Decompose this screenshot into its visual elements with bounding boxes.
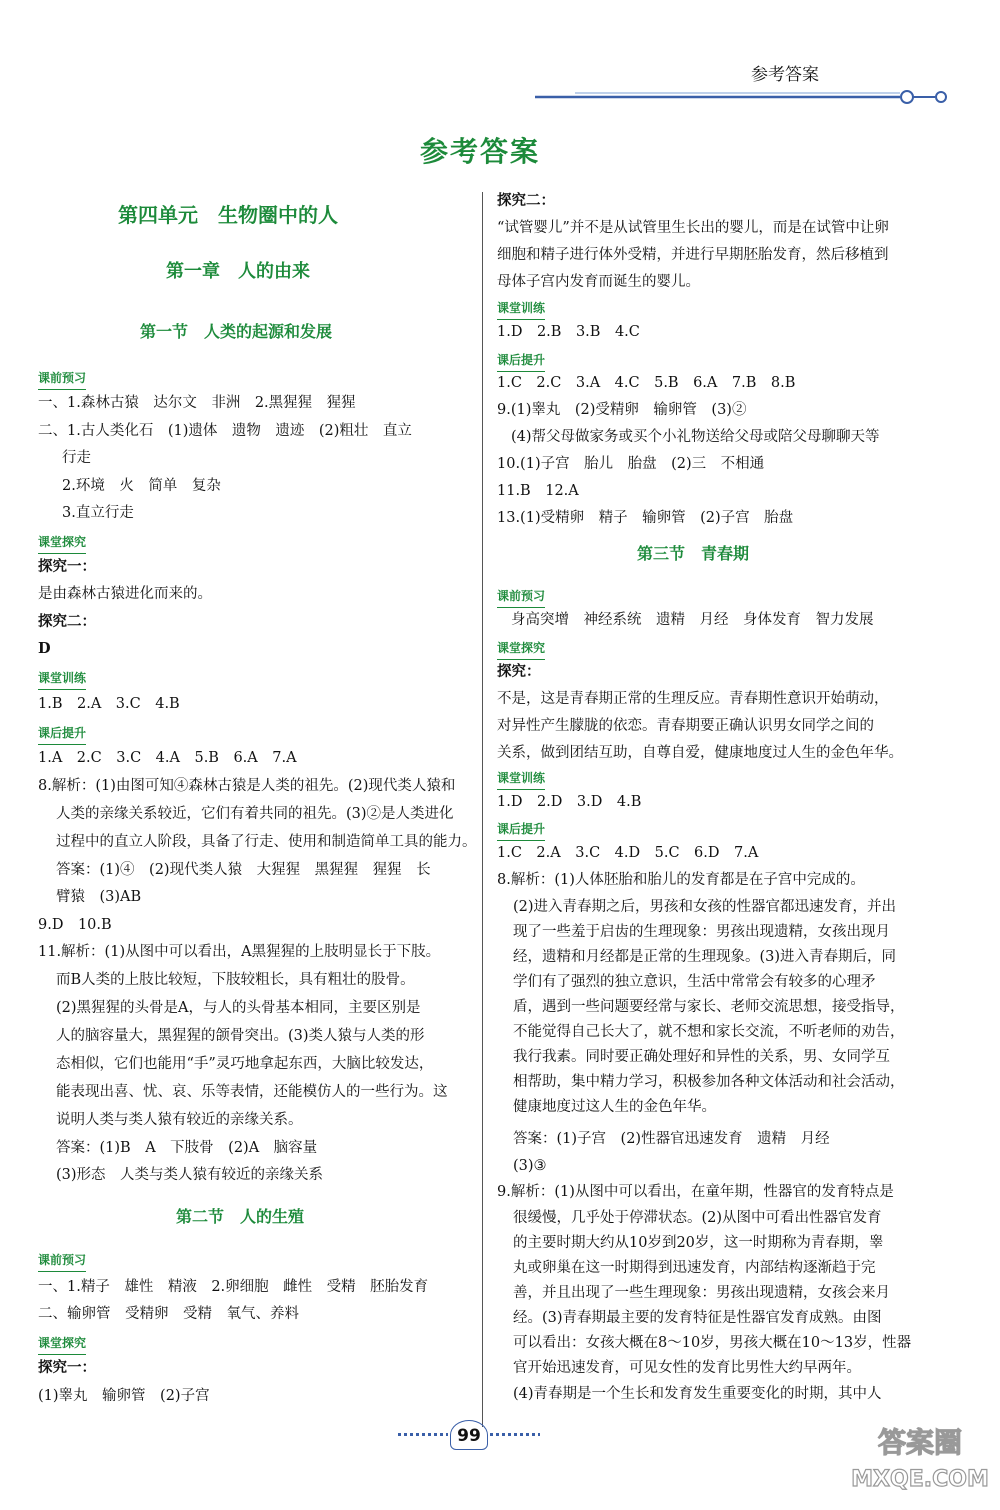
text-line: 探究二：	[38, 613, 96, 630]
text-line: 学们有了强烈的独立意识，生活中常常会有较多的心理矛	[513, 974, 876, 990]
text-line: 1.B 2.A 3.C 4.B	[38, 696, 180, 712]
text-line: 可以看出：女孩大概在8～10岁，男孩大概在10～13岁，性器	[513, 1335, 912, 1351]
text-line: 1.A 2.C 3.C 4.A 5.B 6.A 7.A	[38, 750, 297, 766]
text-line: 10.(1)子宫 胎儿 胎盘 (2)三 不相通	[497, 456, 765, 472]
text-line: 11.解析：(1)从图中可以看出，A黑猩猩的上肢明显长于下肢。	[38, 944, 441, 960]
text-line: 我行我素。同时要正确处理好和异性的关系，男、女同学互	[513, 1049, 890, 1065]
text-line: 3.直立行走	[62, 505, 134, 521]
section-tag: 课堂训练	[497, 298, 545, 320]
text-line: 一、1.精子 雄性 精液 2.卵细胞 雌性 受精 胚胎发育	[38, 1279, 429, 1295]
text-line: 二、1.古人类化石 (1)遗体 遗物 遗迹 (2)粗壮 直立	[38, 423, 412, 439]
header-label: 参考答案	[751, 65, 819, 85]
text-line: 13.(1)受精卵 精子 输卵管 (2)子宫 胎盘	[497, 510, 794, 526]
text-line: 二、输卵管 受精卵 受精 氧气、养料	[38, 1306, 299, 1322]
text-line: (1)睾丸 输卵管 (2)子宫	[38, 1388, 210, 1404]
text-line: 的主要时期大约从10岁到20岁，这一时期称为青春期，睾	[513, 1235, 884, 1251]
text-line: 能表现出喜、忧、哀、乐等表情，还能模仿人的一些行为。这	[56, 1084, 448, 1100]
text-line: 答案：(1)④ (2)现代类人猿 大猩猩 黑猩猩 猩猩 长	[56, 862, 431, 878]
svg-text:MXQE.COM: MXQE.COM	[851, 1467, 989, 1492]
text-line: 不是，这是青春期正常的生理反应。青春期性意识开始萌动，	[497, 691, 889, 707]
text-line: 身高突增 神经系统 遗精 月经 身体发育 智力发展	[511, 612, 874, 628]
text-line: (2)进入青春期之后，男孩和女孩的性器官都迅速发育，并出	[513, 899, 897, 915]
text-line: 善，并且出现了一些生理现象：男孩出现遗精，女孩会来月	[513, 1285, 890, 1301]
text-line: 1.D 2.D 3.D 4.B	[497, 794, 642, 810]
section-heading: 第三节 青春期	[637, 544, 750, 563]
section-heading: 第二节 人的生殖	[176, 1207, 305, 1226]
text-line: 态相似，它们也能用“手”灵巧地拿起东西，大脑比较发达，	[56, 1056, 434, 1072]
section-tag: 课前预习	[38, 1250, 86, 1272]
text-line: 8.解析：(1)人体胚胎和胎儿的发育都是在子宫中完成的。	[497, 872, 865, 888]
text-line: 探究二：	[497, 192, 555, 209]
text-line: 探究：	[497, 663, 541, 680]
text-line: 2.环境 火 简单 复杂	[62, 478, 221, 494]
section-tag: 课后提升	[497, 350, 545, 372]
section-heading: 第四单元 生物圈中的人	[118, 203, 338, 227]
text-line: 探究一：	[38, 1359, 96, 1376]
text-line: 不能觉得自己长大了，就不想和家长交流，不听老师的劝告，	[513, 1024, 905, 1040]
section-tag: 课后提升	[497, 819, 545, 841]
text-line: 过程中的直立人阶段，具备了行走、使用和制造简单工具的能力。	[56, 834, 477, 850]
text-line: “试管婴儿”并不是从试管里生长出的婴儿，而是在试管中让卵	[497, 220, 889, 236]
text-line: 而B人类的上肢比较短，下肢较粗长，具有粗壮的股骨。	[56, 972, 415, 988]
footer-dots-right	[490, 1433, 540, 1436]
text-line: D	[38, 640, 51, 657]
text-line: (2)黑猩猩的头骨是A，与人的头骨基本相同，主要区别是	[56, 1000, 421, 1016]
text-line: 相帮助，集中精力学习，积极参加各种文体活动和社会活动，	[513, 1074, 905, 1090]
page-number: 99	[450, 1420, 488, 1450]
page-title: 参考答案	[419, 135, 540, 168]
text-line: (3)形态 人类与类人猿有较近的亲缘关系	[56, 1167, 324, 1183]
text-line: 现了一些羞于启齿的生理现象：男孩出现遗精，女孩出现月	[513, 924, 890, 940]
text-line: 答案：(1)子宫 (2)性器官迅速发育 遗精 月经	[513, 1131, 830, 1147]
section-tag: 课后提升	[38, 723, 86, 745]
text-line: 对异性产生朦胧的依恋。青春期要正确认识男女同学之间的	[497, 718, 874, 734]
page-number-footer	[398, 1420, 538, 1454]
text-line: 8.解析：(1)由图可知④森林古猿是人类的祖先。(2)现代类人猿和	[38, 778, 456, 794]
text-line: (4)帮父母做家务或买个小礼物送给父母或陪父母聊聊天等	[511, 429, 880, 445]
text-line: 很缓慢，几乎处于停滞状态。(2)从图中可看出性器官发育	[513, 1210, 882, 1226]
text-line: 人的脑容量大，黑猩猩的颌骨突出。(3)类人猿与人类的形	[56, 1028, 425, 1044]
section-tag: 课前预习	[497, 586, 545, 608]
section-tag: 课前预习	[38, 368, 86, 390]
section-heading: 第一章 人的由来	[166, 261, 310, 282]
header-decorative-line	[535, 90, 955, 104]
section-tag: 课堂训练	[497, 768, 545, 790]
text-line: 11.B 12.A	[497, 483, 579, 499]
text-line: 9.(1)睾丸 (2)受精卵 输卵管 (3)②	[497, 402, 747, 418]
section-tag: 课堂探究	[38, 1333, 86, 1355]
text-line: 母体子宫内发育而诞生的婴儿。	[497, 274, 700, 290]
text-line: 是由森林古猿进化而来的。	[38, 586, 212, 602]
text-line: 一、1.森林古猿 达尔文 非洲 2.黑猩猩 猩猩	[38, 395, 356, 411]
text-line: 9.解析：(1)从图中可以看出，在童年期，性器官的发育特点是	[497, 1184, 894, 1200]
text-line: 健康地度过这人生的金色年华。	[513, 1099, 716, 1115]
footer-dots-left	[398, 1433, 448, 1436]
svg-text:答案圈: 答案圈	[877, 1426, 963, 1459]
column-divider	[482, 192, 483, 1427]
text-line: 丸或卵巢在这一时期得到迅速发育，内部结构逐渐趋于完	[513, 1260, 876, 1276]
section-tag: 课堂训练	[38, 668, 86, 690]
text-line: 答案：(1)B A 下肢骨 (2)A 脑容量	[56, 1140, 318, 1156]
text-line: 关系，做到团结互助，自尊自爱，健康地度过人生的金色年华。	[497, 745, 903, 761]
text-line: 1.D 2.B 3.B 4.C	[497, 324, 640, 340]
text-line: (4)青春期是一个生长和发育发生重要变化的时期，其中人	[513, 1386, 882, 1402]
text-line: 臂猿 (3)AB	[56, 889, 142, 905]
text-line: 经。(3)青春期最主要的发育特征是性器官发育成熟。由图	[513, 1310, 882, 1326]
text-line: 细胞和精子进行体外受精，并进行早期胚胎发育，然后移植到	[497, 247, 889, 263]
text-line: 盾，遇到一些问题要经常与家长、老师交流思想，接受指导，	[513, 999, 905, 1015]
text-line: 行走	[62, 450, 91, 466]
text-line: 9.D 10.B	[38, 917, 112, 933]
text-line: 人类的亲缘关系较近，它们有着共同的祖先。(3)②是人类进化	[56, 806, 454, 822]
text-line: 1.C 2.A 3.C 4.D 5.C 6.D 7.A	[497, 845, 759, 861]
section-tag: 课堂探究	[38, 532, 86, 554]
text-line: 经，遗精和月经都是正常的生理现象。(3)进入青春期后，同	[513, 949, 897, 965]
text-line: (3)③	[513, 1158, 547, 1174]
text-line: 探究一：	[38, 558, 96, 575]
text-line: 官开始迅速发育，可见女性的发育比男性大约早两年。	[513, 1360, 861, 1376]
text-line: 说明人类与类人猿有较近的亲缘关系。	[56, 1112, 303, 1128]
section-tag: 课堂探究	[497, 638, 545, 660]
watermark-logo	[850, 1418, 990, 1498]
section-heading: 第一节 人类的起源和发展	[140, 322, 333, 341]
text-line: 1.C 2.C 3.A 4.C 5.B 6.A 7.B 8.B	[497, 375, 796, 391]
